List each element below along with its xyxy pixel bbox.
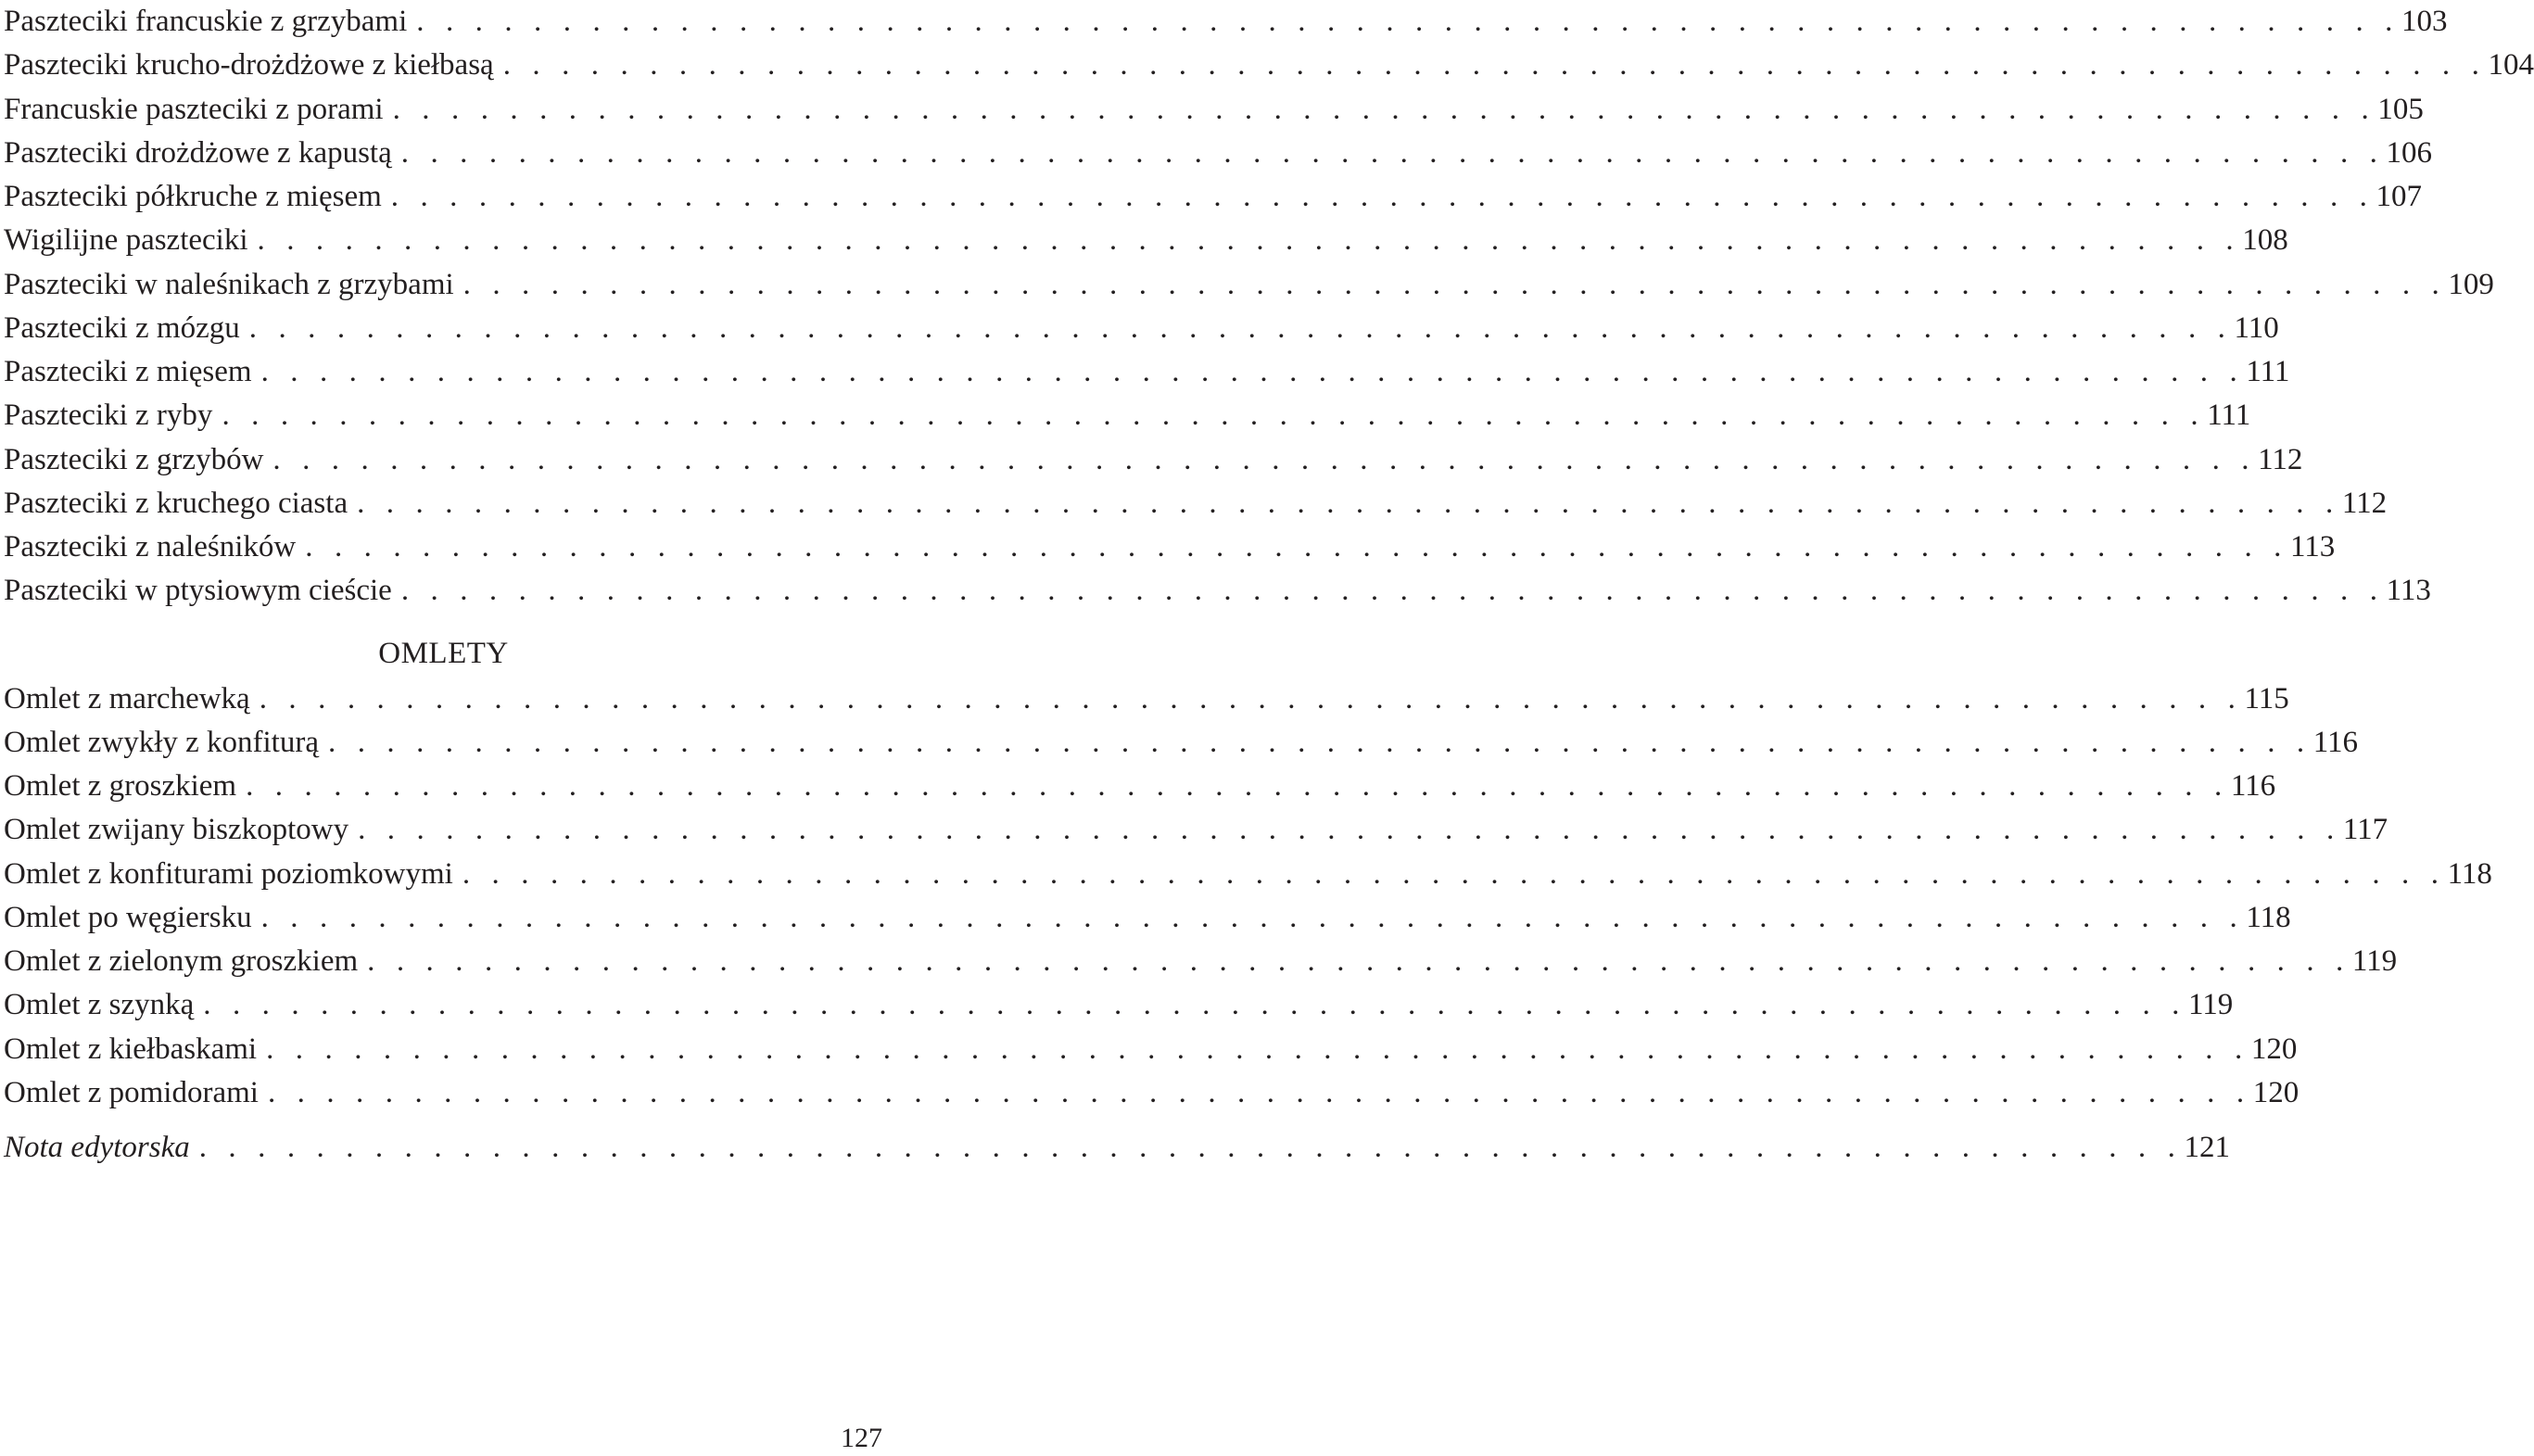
page-number: 127: [841, 1423, 882, 1453]
toc-entry[interactable]: [4, 1071, 2300, 1115]
dot-leader: . . . . . . . . . . . . . . . . . . . . . . . . . . . . . . . . . . . . . . . . . . . . . . . . . . . . . . . . . . . . . . . . . . . .: [357, 486, 2340, 520]
section-heading-omlety: OMLETY: [378, 636, 509, 670]
dot-leader: . . . . . . . . . . . . . . . . . . . . . . . . . . . . . . . . . . . . . . . . . . . . . . . . . . . . . . . . . . . . . . . . . . . .: [400, 574, 2385, 608]
toc-entry-page: 107: [2376, 180, 2423, 213]
toc-entry[interactable]: [4, 1028, 2298, 1071]
toc-entry[interactable]: [4, 677, 2289, 721]
toc-entry-page: 109: [2448, 267, 2494, 301]
toc-entry-title: Paszteciki drożdżowe z kapustą: [4, 135, 392, 170]
toc-entry-page: 104: [2488, 48, 2534, 82]
toc-entry-page: 105: [2377, 92, 2424, 126]
dot-leader: . . . . . . . . . . . . . . . . . . . . . . . . . . . . . . . . . . . . . . . . . . . . . . . . . . . . . . . . . . . . . . . . . . . .: [390, 180, 2375, 213]
toc-entry-title: Omlet z zielonym groszkiem: [4, 944, 359, 978]
dot-leader: . . . . . . . . . . . . . . . . . . . . . . . . . . . . . . . . . . . . . . . . . . . . . . . . . . . . . . . . . . . . . . . . . . . .: [328, 725, 2312, 759]
toc-entry[interactable]: [4, 307, 2279, 350]
toc-entry[interactable]: [4, 983, 2234, 1027]
toc-entry-page: 110: [2234, 310, 2279, 345]
dot-leader: . . . . . . . . . . . . . . . . . . . . . . . . . . . . . . . . . . . . . . . . . . . . . . . . . . . . . . . . . . . . . . . . . . . .: [203, 988, 2187, 1022]
toc-entry-title: Omlet po węgiersku: [4, 900, 252, 934]
toc-entry-title: Omlet z marchewką: [4, 681, 250, 715]
toc-entry[interactable]: [4, 853, 2492, 896]
toc-entry-title: Paszteciki półkruche z mięsem: [4, 180, 382, 213]
toc-entry-page: 118: [2246, 900, 2291, 934]
toc-entry[interactable]: [4, 394, 2251, 437]
toc-entry-title: Paszteciki w ptysiowym cieście: [4, 574, 392, 608]
toc-entry-nota-edytorska[interactable]: [4, 1126, 2230, 1170]
toc-entry[interactable]: [4, 438, 2303, 482]
toc-group-paszteciki: [4, 0, 2534, 614]
toc-entry-page: 113: [2386, 574, 2431, 608]
toc-entry-title: Omlet z kiełbaskami: [4, 1032, 258, 1066]
dot-leader: . . . . . . . . . . . . . . . . . . . . . . . . . . . . . . . . . . . . . . . . . . . . . . . . . . . . . . . . . . . . . . . . . . . .: [198, 1131, 2183, 1164]
toc-entry-page: 103: [2401, 5, 2448, 38]
toc-entry[interactable]: [4, 808, 2388, 852]
dot-leader: . . . . . . . . . . . . . . . . . . . . . . . . . . . . . . . . . . . . . . . . . . . . . . . . . . . . . . . . . . . . . . . . . . . .: [416, 5, 2400, 38]
dot-leader: . . . . . . . . . . . . . . . . . . . . . . . . . . . . . . . . . . . . . . . . . . . . . . . . . . . . . . . . . . . . . . . . . . . .: [400, 135, 2385, 170]
toc-entry[interactable]: [4, 896, 2291, 940]
table-of-contents: [4, 0, 2534, 1170]
toc-entry[interactable]: [4, 940, 2398, 983]
toc-entry[interactable]: [4, 569, 2431, 613]
toc-entry-page: 119: [2351, 944, 2398, 978]
toc-entry-title: Omlet zwijany biszkoptowy: [4, 813, 349, 847]
toc-entry[interactable]: [4, 350, 2290, 394]
dot-leader: . . . . . . . . . . . . . . . . . . . . . . . . . . . . . . . . . . . . . . . . . . . . . . . . . . . . . . . . . . . . . . . . . . . .: [246, 769, 2229, 803]
dot-leader: . . . . . . . . . . . . . . . . . . . . . . . . . . . . . . . . . . . . . . . . . . . . . . . . . . . . . . . . . . . . . . . . . . . .: [266, 1032, 2249, 1066]
toc-entry-title: Omlet z pomidorami: [4, 1075, 259, 1109]
toc-entry-title: Paszteciki francuskie z grzybami: [4, 5, 408, 38]
dot-leader: . . . . . . . . . . . . . . . . . . . . . . . . . . . . . . . . . . . . . . . . . . . . . . . . . . . . . . . . . . . . . . . . . . . .: [259, 681, 2243, 715]
toc-entry-title: Paszteciki z mózgu: [4, 310, 240, 345]
dot-leader: . . . . . . . . . . . . . . . . . . . . . . . . . . . . . . . . . . . . . . . . . . . . . . . . . . . . . . . . . . . . . . . . . . . .: [392, 92, 2376, 126]
dot-leader: . . . . . . . . . . . . . . . . . . . . . . . . . . . . . . . . . . . . . . . . . . . . . . . . . . . . . . . . . . . . . . . . . . . .: [260, 900, 2245, 934]
toc-entry[interactable]: [4, 525, 2336, 569]
dot-leader: . . . . . . . . . . . . . . . . . . . . . . . . . . . . . . . . . . . . . . . . . . . . . . . . . . . . . . . . . . . . . . . . . . . .: [305, 530, 2288, 563]
toc-entry[interactable]: [4, 88, 2424, 132]
toc-entry-page: 113: [2290, 530, 2336, 563]
toc-entry[interactable]: [4, 44, 2534, 87]
toc-entry-title: Paszteciki z naleśników: [4, 530, 297, 563]
toc-entry-page: 119: [2188, 988, 2234, 1022]
toc-entry[interactable]: [4, 263, 2494, 307]
toc-entry[interactable]: [4, 721, 2359, 765]
dot-leader: . . . . . . . . . . . . . . . . . . . . . . . . . . . . . . . . . . . . . . . . . . . . . . . . . . . . . . . . . . . . . . . . . . . .: [358, 813, 2341, 847]
toc-entry-title: Omlet z groszkiem: [4, 769, 237, 803]
toc-entry-title: Paszteciki krucho-drożdżowe z kiełbasą: [4, 48, 494, 82]
dot-leader: . . . . . . . . . . . . . . . . . . . . . . . . . . . . . . . . . . . . . . . . . . . . . . . . . . . . . . . . . . . . . . . . . . . .: [248, 310, 2233, 345]
toc-group-omlety: [4, 677, 2492, 1116]
toc-entry-page: 108: [2242, 223, 2288, 258]
dot-leader: . . . . . . . . . . . . . . . . . . . . . . . . . . . . . . . . . . . . . . . . . . . . . . . . . . . . . . . . . . . . . . . . . . . .: [367, 944, 2350, 978]
toc-entry-title: Omlet z konfiturami poziomkowymi: [4, 856, 453, 891]
toc-entry-title: Paszteciki z ryby: [4, 399, 213, 433]
toc-entry-title: Paszteciki w naleśnikach z grzybami: [4, 267, 454, 301]
dot-leader: . . . . . . . . . . . . . . . . . . . . . . . . . . . . . . . . . . . . . . . . . . . . . . . . . . . . . . . . . . . . . . . . . . . .: [222, 399, 2206, 433]
toc-entry-title: Omlet zwykły z konfiturą: [4, 725, 319, 759]
toc-entry[interactable]: [4, 132, 2433, 175]
toc-entry-page: 106: [2386, 135, 2433, 170]
dot-leader: . . . . . . . . . . . . . . . . . . . . . . . . . . . . . . . . . . . . . . . . . . . . . . . . . . . . . . . . . . . . . . . . . . . .: [462, 856, 2446, 891]
toc-entry-title: Wigilijne paszteciki: [4, 223, 248, 258]
toc-entry-title: Omlet z szynką: [4, 988, 195, 1022]
dot-leader: . . . . . . . . . . . . . . . . . . . . . . . . . . . . . . . . . . . . . . . . . . . . . . . . . . . . . . . . . . . . . . . . . . . .: [502, 48, 2487, 82]
toc-entry-page: 111: [2207, 399, 2251, 433]
spacer: [4, 1115, 883, 1126]
toc-entry[interactable]: [4, 175, 2423, 219]
toc-entry-page: 115: [2244, 681, 2289, 715]
toc-entry-page: 112: [2258, 442, 2303, 476]
dot-leader: . . . . . . . . . . . . . . . . . . . . . . . . . . . . . . . . . . . . . . . . . . . . . . . . . . . . . . . . . . . . . . . . . . . .: [267, 1075, 2251, 1109]
toc-entry[interactable]: [4, 0, 2448, 44]
toc-entry-page: 120: [2252, 1075, 2300, 1109]
toc-entry-page: 117: [2342, 813, 2388, 847]
toc-entry-page: 112: [2341, 486, 2388, 520]
toc-entry-title: Francuskie paszteciki z porami: [4, 92, 384, 126]
dot-leader: . . . . . . . . . . . . . . . . . . . . . . . . . . . . . . . . . . . . . . . . . . . . . . . . . . . . . . . . . . . . . . . . . . . .: [260, 355, 2245, 388]
dot-leader: . . . . . . . . . . . . . . . . . . . . . . . . . . . . . . . . . . . . . . . . . . . . . . . . . . . . . . . . . . . . . . . . . . . .: [462, 267, 2447, 301]
toc-entry[interactable]: [4, 482, 2388, 525]
dot-leader: . . . . . . . . . . . . . . . . . . . . . . . . . . . . . . . . . . . . . . . . . . . . . . . . . . . . . . . . . . . . . . . . . . . .: [272, 442, 2257, 476]
dot-leader: . . . . . . . . . . . . . . . . . . . . . . . . . . . . . . . . . . . . . . . . . . . . . . . . . . . . . . . . . . . . . . . . . . . .: [257, 223, 2241, 258]
toc-entry-title: Paszteciki z kruchego ciasta: [4, 486, 348, 520]
toc-entry-page: 111: [2246, 355, 2290, 388]
toc-entry-page: 121: [2184, 1131, 2230, 1164]
toc-entry-page: 120: [2250, 1032, 2298, 1066]
toc-entry[interactable]: [4, 765, 2276, 808]
toc-entry-title: Paszteciki z grzybów: [4, 442, 264, 476]
toc-entry-title: Paszteciki z mięsem: [4, 355, 252, 388]
toc-entry-page: 116: [2312, 725, 2359, 759]
toc-entry[interactable]: [4, 219, 2288, 262]
toc-entry-title: Nota edytorska: [4, 1131, 190, 1164]
toc-entry-page: 116: [2230, 769, 2276, 803]
toc-entry-page: 118: [2447, 856, 2492, 891]
